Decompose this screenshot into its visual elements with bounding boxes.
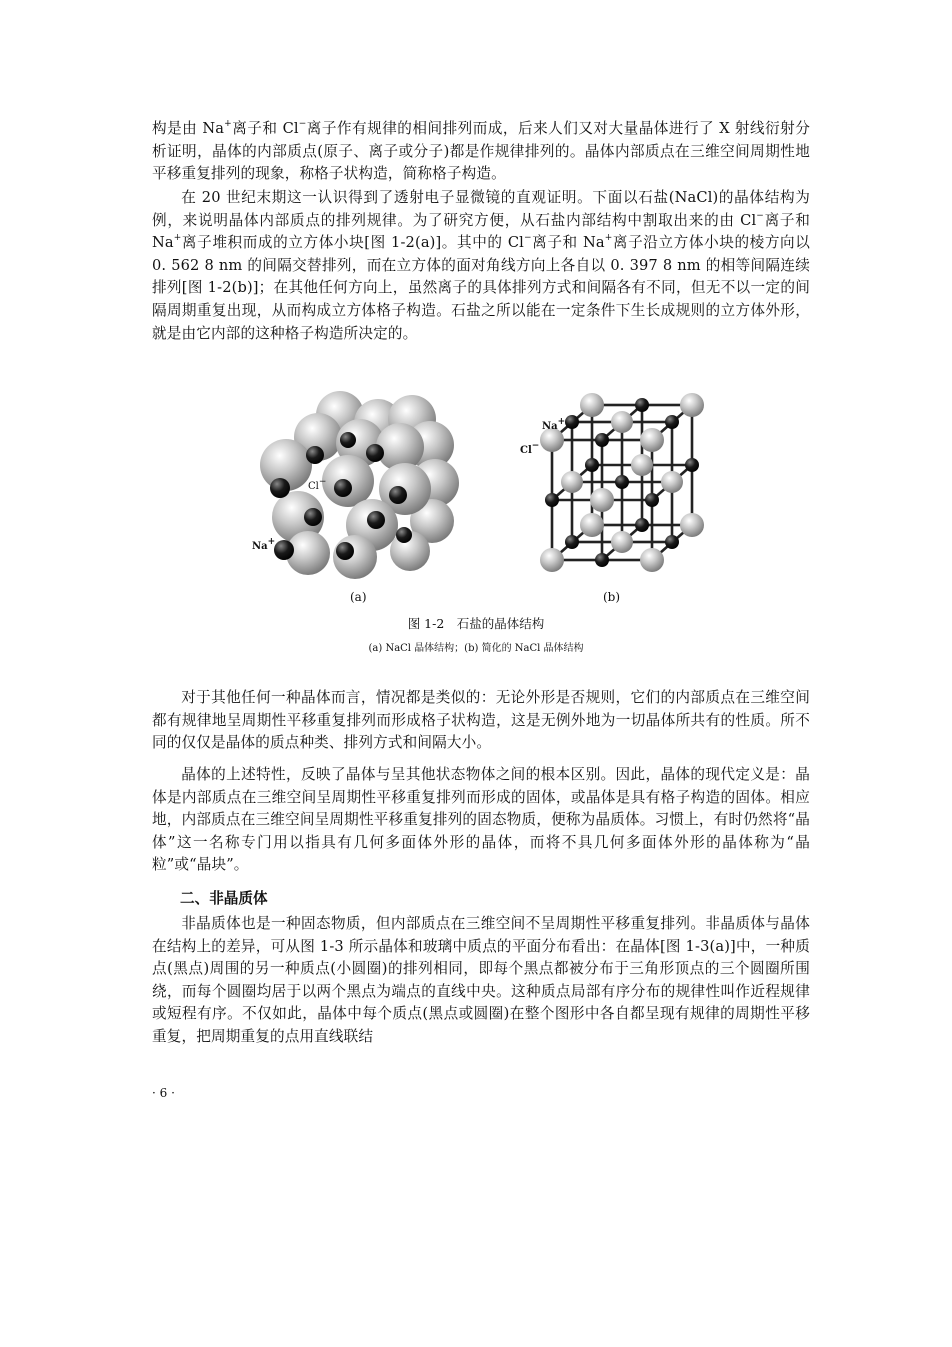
nacl-sphere-packing-model [260,391,459,579]
superscript: − [298,119,307,130]
cl-label-a: Cl− [308,476,327,492]
text-run: 离子和 Cl [231,120,299,137]
figure-subcaption: (a) NaCl 晶体结构；(b) 简化的 NaCl 晶体结构 [368,643,584,654]
paragraph-3: 对于其他任何一种晶体而言，情况都是类似的：无论外形是否规则，它们的内部质点在三维空间都有规律地呈周期性平移重复排列而形成格子状构造，这是无例外地为一切晶体所共有的性质。所不同的仅仅是晶体的质点种类、排列方式和间隔大小。 [152,689,810,752]
superscript: + [173,233,182,244]
text-run: 离子作有规律的相间排列而成，后来人们又对大量晶体进行了 X 射线衍射分析证明，晶体的内部质点(原子、离子或分子)都是作规律排列的。晶体内部质点在三维空间周期性地平移重复排列的现象，称格子状构造，简称格子构造。 [152,120,811,183]
na-label-a: Na+ [252,536,276,552]
superscript: − [523,233,532,244]
superscript: + [224,119,232,130]
cl-label-b: Cl− [520,440,540,456]
page-number: · 6 · [152,1086,175,1100]
na-label-b: Na+ [542,416,566,432]
paragraph-5: 非晶质体也是一种固态物质，但内部质点在三维空间不呈周期性平移重复排列。非晶质体与晶体在结构上的差异，可从图 1-3 所示晶体和玻璃中质点的平面分布看出：在晶体[图 1-3(a)]中，一种质点(黑点)周围的另一种质点(小圆圈)的排列相同，即每个黑点都被分布于三角形顶点的三个圆圈所围绕，而每个圆圈均居于以两个黑点为端点的直线中央。这种质点局部有序分布的规律性叫作近程规律或短程有序。不仅如此，晶体中每个质点(黑点或圆圈)在整个图形中各自都呈现有规律的周期性平移重复，把周期重复的点用直线联结 [152,915,810,1045]
superscript: + [604,233,613,244]
paragraph-1 [152,118,810,186]
text-run: 离子和 Na [152,211,810,252]
text-run: 在 20 世纪末期这一认识得到了透射电子显微镜的直观证明。下面以石盐(NaCl)的晶体结构为例，来说明晶体内部质点的排列规律。为了研究方便，从石盐内部结构中割取出来的由 Cl [152,189,810,229]
subfigure-label-a: (a) [350,590,367,604]
paragraph-2 [152,187,810,345]
text-run: 离子堆积而成的立方体小块[图 1-2(a)]。其中的 Cl [181,234,524,252]
paragraph-4: 晶体的上述特性，反映了晶体与呈其他状态物体之间的根本区别。因此，晶体的现代定义是：晶体是内部质点在三维空间呈周期性平移重复排列而形成的固体，或晶体是具有格子构造的固体。相应地，内部质点在三维空间呈周期性平移重复排列的固态物质，便称为晶质体。习惯上，有时仍然将“晶体”这一名称专门用以指具有几何多面体外形的晶体，而将不具几何多面体外形的晶体称为“晶粒”或“晶块”。 [152,766,810,874]
section-heading: 二、非晶质体 [180,890,268,907]
text-run: 离子和 Na [531,234,605,252]
text-run: 构是由 Na [152,120,225,137]
figure-caption: 图 1-2 石盐的晶体结构 [407,616,545,631]
superscript: − [756,210,764,221]
subfigure-label-b: (b) [603,590,621,604]
figure-1-2 [250,385,730,580]
text-run: 离子沿立方体小块的棱方向以 0. 562 8 nm 的间隔交替排列，而在立方体的面对角线方向上各自以 0. 397 8 nm 的相等间隔连续排列[图 1-2(b)]；在其他任何方向上，虽然离子的具体排列方式和间隔各有不同，但无不以一定的间隔周期重复出现，从而构成立方体格子构造。石盐之所以能在一定条件下生长成规则的立方体外形，就是由它内部的这种格子构造所决定的。 [152,234,810,342]
